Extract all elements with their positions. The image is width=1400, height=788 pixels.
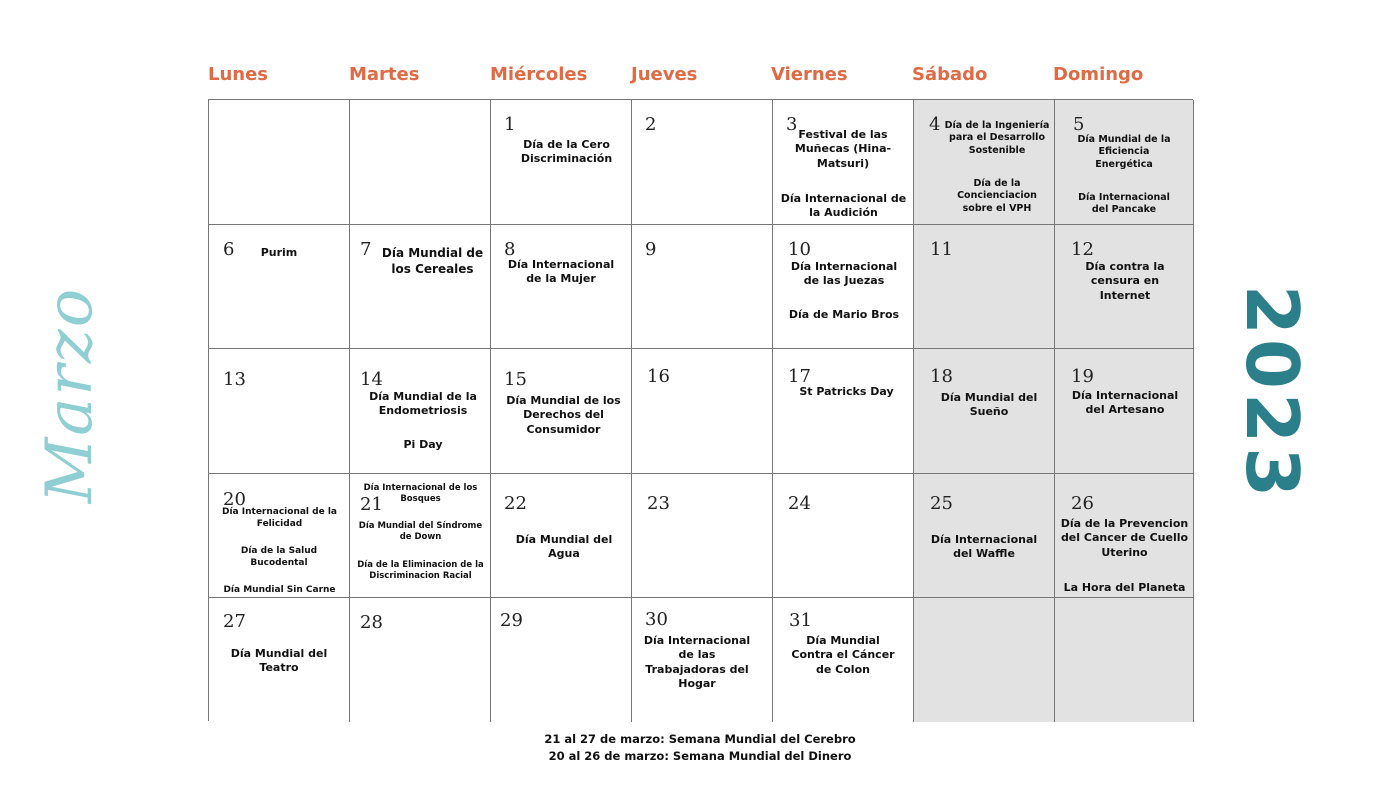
event-label: Día de Mario Bros — [788, 308, 900, 321]
event-label: Día de la Cero Discriminación — [520, 138, 613, 166]
event-label: Día Internacional de la Audición — [780, 192, 907, 220]
day-number: 28 — [360, 612, 383, 633]
day-number: 9 — [645, 239, 657, 260]
footer-note: 21 al 27 de marzo: Semana Mundial del Cerebro — [544, 732, 856, 746]
day-number: 21 — [360, 494, 383, 515]
day-cell-18[interactable] — [914, 349, 1055, 474]
day-cell-22[interactable] — [491, 474, 632, 598]
day-number: 20 — [223, 489, 246, 510]
event-label: Purim — [260, 246, 298, 259]
day-cell-15[interactable] — [491, 349, 632, 474]
event-label: Día de la Eliminacion de la Discriminacion Racial — [357, 560, 484, 582]
day-number: 3 — [786, 114, 798, 135]
day-cell-7[interactable] — [350, 225, 491, 349]
day-cell-9[interactable] — [632, 225, 773, 349]
event-label: Día Mundial del Sueño — [940, 391, 1038, 419]
footer-note: 20 al 26 de marzo: Semana Mundial del Dinero — [548, 748, 852, 763]
day-cell-30[interactable] — [632, 598, 773, 722]
day-number: 17 — [788, 366, 811, 387]
event-label: Día Internacional de los Bosques — [363, 483, 478, 505]
day-number: 25 — [930, 493, 953, 514]
day-number: 8 — [504, 239, 516, 260]
weekday-saturday: Sábado — [912, 64, 988, 85]
day-cell-20[interactable] — [209, 474, 350, 598]
day-number: 27 — [223, 611, 246, 632]
weekday-friday: Viernes — [771, 64, 848, 85]
day-number: 11 — [930, 239, 953, 260]
weekday-wednesday: Miércoles — [490, 64, 588, 85]
day-number: 2 — [645, 114, 657, 135]
day-cell-19[interactable] — [1055, 349, 1194, 474]
event-label: Día Internacional de las Trabajadoras del Hogar — [643, 634, 751, 690]
weekday-header-row — [208, 64, 1193, 90]
day-number: 19 — [1071, 366, 1094, 387]
day-cell-1[interactable] — [491, 100, 632, 225]
day-cell-8[interactable] — [491, 225, 632, 349]
day-cell-2[interactable] — [632, 100, 773, 225]
event-label: Día Internacional de la Mujer — [507, 258, 615, 286]
event-label: Día Mundial de la Eficiencia Energética — [1077, 134, 1171, 170]
weekday-tuesday: Martes — [349, 64, 420, 85]
day-number: 18 — [930, 366, 953, 387]
event-label: Día Mundial Sin Carne — [223, 585, 336, 595]
event-label: Día Mundial de la Endometriosis — [369, 390, 477, 418]
event-label: Día Mundial Contra el Cáncer de Colon — [791, 634, 895, 676]
event-label: St Patricks Day — [799, 385, 894, 398]
day-number: 10 — [788, 239, 811, 260]
day-number: 22 — [504, 493, 527, 514]
day-cell-31[interactable] — [773, 598, 914, 722]
event-label: Día Mundial de los Derechos del Consumidor — [506, 394, 621, 436]
day-cell-14[interactable] — [350, 349, 491, 474]
month-title: Marzo — [33, 286, 107, 504]
day-cell-12[interactable] — [1055, 225, 1194, 349]
day-number: 23 — [647, 493, 670, 514]
day-number: 7 — [360, 239, 372, 260]
day-cell-29[interactable] — [491, 598, 632, 722]
day-cell-28[interactable] — [350, 598, 491, 722]
day-cell-26[interactable] — [1055, 474, 1194, 598]
weekday-monday: Lunes — [208, 64, 269, 85]
day-cell-23[interactable] — [632, 474, 773, 598]
day-cell-3[interactable] — [773, 100, 914, 225]
event-label: Festival de las Muñecas (Hina-Matsuri) — [794, 128, 892, 170]
day-cell-25[interactable] — [914, 474, 1055, 598]
event-label: Día de la Ingeniería para el Desarrollo Sostenible — [944, 120, 1050, 156]
event-label: Día de la Prevencion del Cancer de Cuello Uterino — [1060, 517, 1189, 559]
event-label: Día Internacional del Waffle — [930, 533, 1038, 561]
day-cell-10[interactable] — [773, 225, 914, 349]
day-cell-empty — [209, 100, 350, 225]
calendar-grid — [208, 99, 1193, 721]
day-number: 26 — [1071, 493, 1094, 514]
event-label: Día Mundial del Agua — [515, 533, 613, 561]
day-cell-16[interactable] — [632, 349, 773, 474]
event-label: Día Mundial de los Cereales — [381, 246, 484, 276]
day-cell-24[interactable] — [773, 474, 914, 598]
day-cell-empty — [914, 598, 1055, 722]
day-number: 31 — [789, 610, 812, 631]
day-cell-empty — [1055, 598, 1194, 722]
weekday-thursday: Jueves — [631, 64, 698, 85]
day-number: 12 — [1071, 239, 1094, 260]
event-label: Día contra la censura en Internet — [1085, 260, 1165, 302]
day-cell-5[interactable] — [1055, 100, 1194, 225]
day-number: 16 — [647, 366, 670, 387]
day-number: 1 — [504, 114, 516, 135]
day-cell-17[interactable] — [773, 349, 914, 474]
event-label: Día Internacional del Pancake — [1078, 192, 1170, 216]
event-label: Día de la Salud Bucodental — [240, 546, 318, 568]
day-number: 14 — [360, 369, 383, 390]
day-cell-4[interactable] — [914, 100, 1055, 225]
year-title: 2023 — [1230, 284, 1314, 502]
day-number: 29 — [500, 610, 523, 631]
event-label: Pi Day — [403, 438, 443, 451]
event-label: Día Internacional de las Juezas — [790, 260, 898, 288]
day-cell-11[interactable] — [914, 225, 1055, 349]
event-label: Día Internacional de la Felicidad — [222, 507, 337, 529]
day-cell-27[interactable] — [209, 598, 350, 722]
day-number: 30 — [645, 609, 668, 630]
event-label: Día Mundial del Teatro — [230, 647, 328, 675]
day-number: 5 — [1073, 114, 1085, 135]
day-number: 13 — [223, 369, 246, 390]
event-label: Día de la Concienciacion sobre el VPH — [957, 178, 1037, 214]
event-label: Día Mundial del Síndrome de Down — [358, 521, 483, 543]
day-number: 6 — [223, 239, 235, 260]
footer-notes — [200, 731, 1200, 764]
day-cell-6[interactable] — [209, 225, 350, 349]
event-label: La Hora del Planeta — [1063, 581, 1186, 594]
day-cell-empty — [350, 100, 491, 225]
weekday-sunday: Domingo — [1053, 64, 1144, 85]
day-cell-13[interactable] — [209, 349, 350, 474]
day-number: 15 — [504, 369, 527, 390]
day-cell-21[interactable] — [350, 474, 491, 598]
event-label: Día Internacional del Artesano — [1071, 389, 1179, 417]
day-number: 24 — [788, 493, 811, 514]
day-number: 4 — [929, 114, 941, 135]
